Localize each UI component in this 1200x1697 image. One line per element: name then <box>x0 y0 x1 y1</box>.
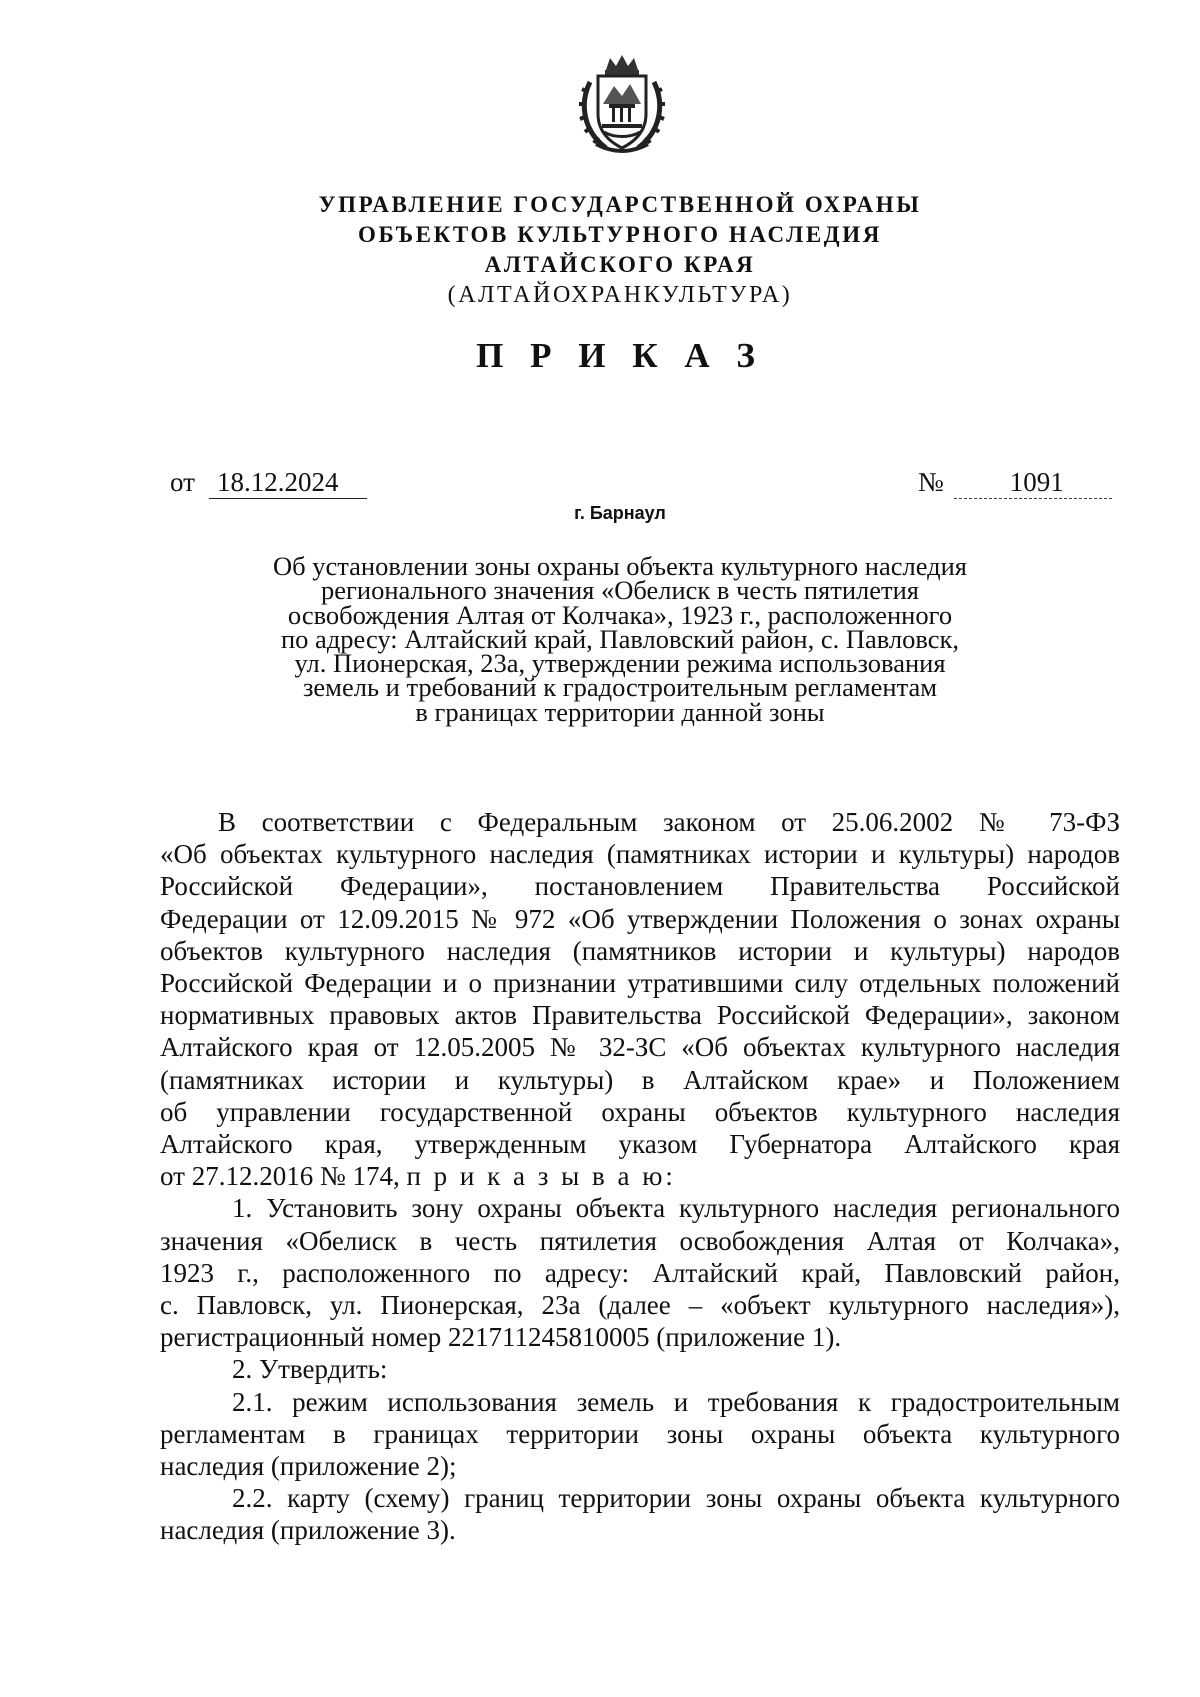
item-2-2-last-line: наследия (приложение 3). <box>160 1515 456 1546</box>
document-date: 18.12.2024 <box>209 466 367 499</box>
preamble-line: Федерации от 12.09.2015 № 972 «Об утверждении Положения о зонах охраны <box>160 903 1120 934</box>
item-1-line: 1923 г., расположенного по адресу: Алтайский край, Павловский район, <box>160 1257 1120 1288</box>
item-1-line: значения «Обелиск в честь пятилетия освобождения Алтая от Колчака», <box>160 1225 1120 1256</box>
preamble-line: Российской Федерации», постановлением Правительства Российской <box>160 871 1120 902</box>
agency-name-line-3: АЛТАЙСКОГО КРАЯ <box>484 252 756 277</box>
number-label: № <box>918 467 944 497</box>
item-2-heading: 2. Утвердить: <box>232 1354 388 1385</box>
document-number: 1091 <box>954 466 1112 499</box>
subject-line: по адресу: Алтайский край, Павловский район, с. Павловск, <box>281 623 959 654</box>
item-2-1-last-line: наследия (приложение 2); <box>160 1451 457 1482</box>
item-2-1-line: 2.1. режим использования земель и требования к градостроительным <box>232 1386 1120 1417</box>
date-label: от <box>170 467 195 497</box>
agency-short-name: (АЛТАЙОХРАНКУЛЬТУРА) <box>447 282 793 308</box>
agency-name-line-1: УПРАВЛЕНИЕ ГОСУДАРСТВЕННОЙ ОХРАНЫ <box>318 192 922 217</box>
item-1-last-line: регистрационный номер 221711245810005 (приложение 1). <box>160 1322 842 1353</box>
preamble-line: В соответствии с Федеральным законом от 25.06.2002 № 73-ФЗ <box>218 807 1120 837</box>
item-1-line: с. Павловск, ул. Пионерская, 23а (далее – «объект культурного наследия»), <box>160 1290 1120 1321</box>
preamble-last-line <box>160 1160 1120 1192</box>
item-2-2-line: 2.2. карту (схему) границ территории зоны охраны объекта культурного <box>232 1483 1120 1514</box>
preamble-line: об управлении государственной охраны объектов культурного наследия <box>160 1096 1120 1127</box>
agency-header <box>150 190 1090 310</box>
document-date-line <box>170 466 367 499</box>
document-type-title: П Р И К А З <box>476 336 764 375</box>
preamble-line: Российской Федерации и о признании утратившими силу отдельных положений <box>160 968 1120 999</box>
subject-line: ул. Пионерская, 23а, утверждении режима использования <box>294 648 946 679</box>
subject-line: освобождения Алтая от Колчака», 1923 г., расположенного <box>287 599 953 630</box>
preamble-line: нормативных правовых актов Правительства Российской Федерации», законом <box>160 1000 1120 1031</box>
preamble-end: от 27.12.2016 № 174, <box>160 1161 400 1192</box>
document-body <box>160 806 1120 1547</box>
coat-of-arms-icon <box>576 52 668 156</box>
subject-line: регионального значения «Обелиск в честь пятилетия <box>321 575 919 606</box>
preamble-line: Алтайского края, утвержденным указом Губернатора Алтайского края <box>160 1129 1120 1160</box>
order-word: п р и к а з ы в а ю: <box>406 1161 676 1192</box>
item-2-1-line: регламентам в границах территории зоны охраны объекта культурного <box>160 1418 1120 1449</box>
subject-line: земель и требований к градостроительным регламентам <box>302 672 938 703</box>
preamble-line: «Об объектах культурного наследия (памятниках истории и культуры) народов <box>160 839 1120 870</box>
document-subject <box>220 551 1020 727</box>
preamble-line: Алтайского края от 12.05.2005 № 32-ЗС «Об объектах культурного наследия <box>160 1032 1120 1063</box>
preamble-line: (памятниках истории и культуры) в Алтайском крае» и Положением <box>160 1064 1120 1095</box>
document-city: г. Барнаул <box>574 503 666 523</box>
document-number-line <box>918 466 1112 499</box>
agency-name-line-2: ОБЪЕКТОВ КУЛЬТУРНОГО НАСЛЕДИЯ <box>358 222 882 247</box>
subject-line: в границах территории данной зоны <box>415 696 825 727</box>
preamble-line: объектов культурного наследия (памятников истории и культуры) народов <box>160 935 1120 966</box>
item-1-line: 1. Установить зону охраны объекта культурного наследия регионального <box>232 1193 1120 1224</box>
subject-line: Об установлении зоны охраны объекта культурного наследия <box>273 551 967 581</box>
